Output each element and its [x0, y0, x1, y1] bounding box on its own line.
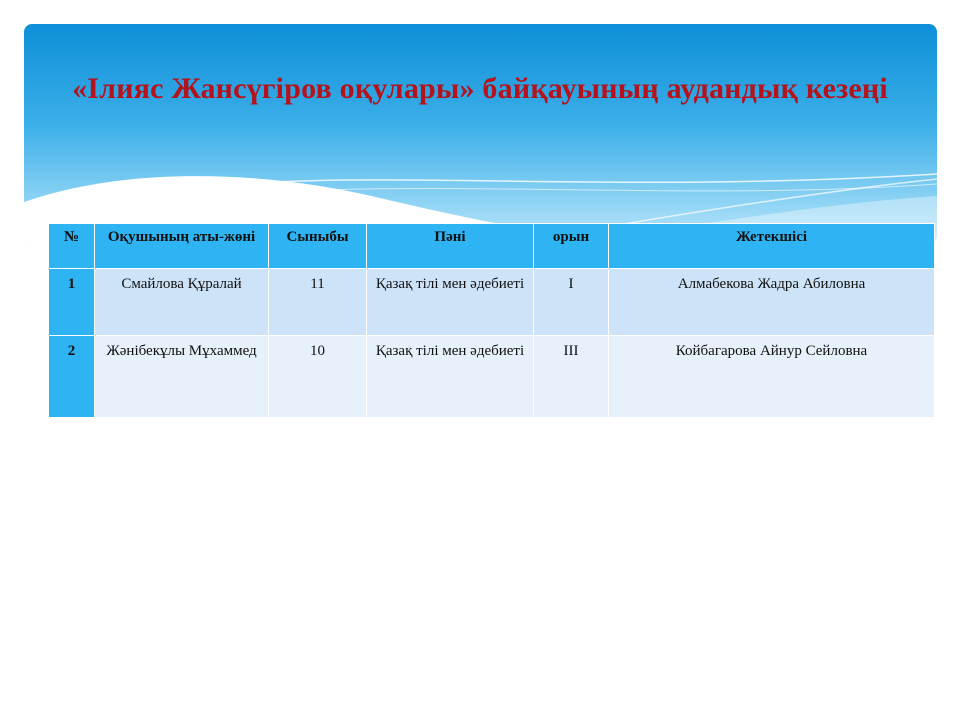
cell-teacher: Алмабекова Жадра Абиловна [609, 269, 935, 336]
cell-place: I [534, 269, 609, 336]
table-row [49, 336, 935, 418]
cell-grade: 11 [269, 269, 367, 336]
table-row [49, 269, 935, 336]
cell-subject: Қазақ тілі мен әдебиеті [367, 269, 534, 336]
header-number: № [49, 224, 95, 269]
header-grade: Сыныбы [269, 224, 367, 269]
results-table [48, 223, 935, 418]
cell-grade: 10 [269, 336, 367, 418]
header-student-name: Оқушының аты-жөні [95, 224, 269, 269]
cell-student-name: Смайлова Құралай [95, 269, 269, 336]
cell-number: 1 [49, 269, 95, 336]
header-subject: Пәні [367, 224, 534, 269]
header-teacher: Жетекшісі [609, 224, 935, 269]
slide-title: «Ілияс Жансүгіров оқулары» байқауының аудандық кезеңі [72, 72, 888, 105]
header-banner [24, 24, 937, 244]
table-header-row [49, 224, 935, 269]
header-place: орын [534, 224, 609, 269]
cell-teacher: Койбагарова Айнур Сейловна [609, 336, 935, 418]
cell-subject: Қазақ тілі мен әдебиеті [367, 336, 534, 418]
cell-place: III [534, 336, 609, 418]
cell-student-name: Жәнібекұлы Мұхаммед [95, 336, 269, 418]
cell-number: 2 [49, 336, 95, 418]
wave-decoration [24, 24, 937, 244]
